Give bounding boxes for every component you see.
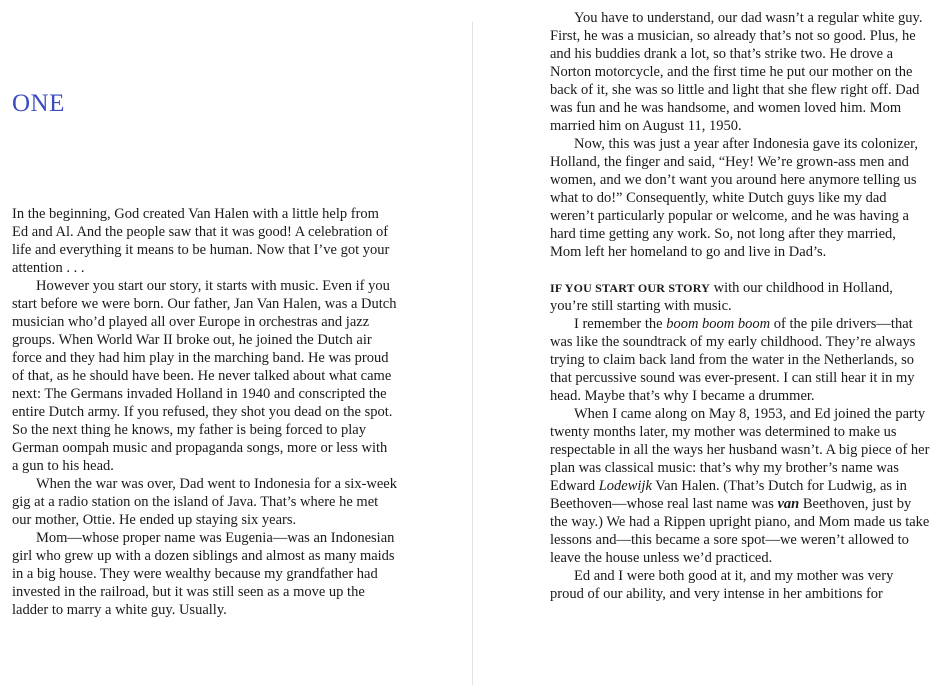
- left-page: [0, 0, 400, 685]
- paragraph: Mom—whose proper name was Eugenia—was an Indonesian girl who grew up with a dozen siblings and almost as many maids in a big house. They were wealthy because my grandfather had invested in the railroad, but it was still seen as a move up the ladder to marry a white guy. Usually.: [12, 530, 395, 618]
- paragraph-text: Beethoven, just by the way.) We had a Rippen upright piano, and Mom made us take lessons and—this became a sore spot—we weren’t allowed to leave the house unless we’d practiced.: [550, 496, 930, 566]
- paragraph: When the war was over, Dad went to Indonesia for a six-week gig at a radio station on the island of Java. That’s where he met our mother, Ottie. He ended up staying six years.: [12, 476, 397, 528]
- left-page-text: [12, 205, 397, 619]
- paragraph-text: I remember the: [574, 316, 667, 332]
- paragraph-text: When I came along on May 8, 1953, and Ed joined the party twenty months later, my mother was determined to make us respectable in all the ways her husband wasn’t. A big piece of her plan was classical music: that’s why my brother’s name was Edward: [550, 406, 930, 494]
- right-page: [490, 0, 943, 685]
- emphasis-text: Lodewijk: [598, 478, 652, 494]
- emphasis-text: van: [777, 496, 800, 512]
- chapter-title: ONE: [12, 90, 65, 117]
- paragraph-text: of the pile drivers—that was like the soundtrack of my early childhood. They’re always trying to claim back land from the water in the Netherlands, so that percussive sound was ever-present. I can still hear it in my head. Maybe that’s why I became a drummer.: [550, 316, 916, 404]
- right-page-text: [550, 9, 930, 603]
- paragraph-text: with our childhood in Holland, you’re still starting with music.: [550, 280, 893, 314]
- section-break: [550, 261, 930, 279]
- paragraph-text: Van Halen. (That’s Dutch for Ludwig, as in Beethoven—whose real last name was: [550, 478, 907, 512]
- page-divider: [472, 22, 473, 685]
- paragraph: [550, 315, 930, 405]
- section-lead-in: IF YOU START OUR STORY: [550, 281, 711, 295]
- emphasis-text: boom boom boom: [666, 316, 771, 332]
- paragraph: Now, this was just a year after Indonesia gave its colonizer, Holland, the finger and said, “Hey! We’re grown-ass men and women, and we don’t want you around here anymore telling us what to do!” Consequently, white Dutch guys like my dad weren’t particularly popular or welcome, and he was having a hard time getting any work. So, not long after they married, Mom left her homeland to go and live in Dad’s.: [550, 136, 918, 260]
- paragraph: You have to understand, our dad wasn’t a regular white guy. First, he was a musician, so already that’s not so good. Plus, he and his buddies drank a lot, so that’s strike two. He drove a Norton motorcycle, and the first time he put our mother on the back of it, she was so little and light that she flew right off. Dad was fun and he was handsome, and women loved him. Mom married him on August 11, 1950.: [550, 10, 923, 134]
- paragraph: Ed and I were both good at it, and my mother was very proud of our ability, and very intense in her ambitions for: [550, 568, 894, 602]
- paragraph: However you start our story, it starts with music. Even if you start before we were born. Our father, Jan Van Halen, was a Dutch musician who’d played all over Europe in orchestras and jazz groups. When World War II broke out, he joined the Dutch air force and they had him play in the marching band. He was proud of that, as he should have been. He never talked about what came next: The Germans invaded Holland in 1940 and conscripted the entire Dutch army. If you refused, they shot you dead on the spot. So the next thing he knows, my father is being forced to play German oompah music and propaganda songs, more or less with a gun to his head.: [12, 278, 397, 474]
- paragraph: [550, 405, 930, 567]
- paragraph: In the beginning, God created Van Halen with a little help from Ed and Al. And the people saw that it was good! A celebration of life and everything it means to be human. Now that I’ve got your attention . . .: [12, 206, 390, 276]
- paragraph: [550, 279, 930, 315]
